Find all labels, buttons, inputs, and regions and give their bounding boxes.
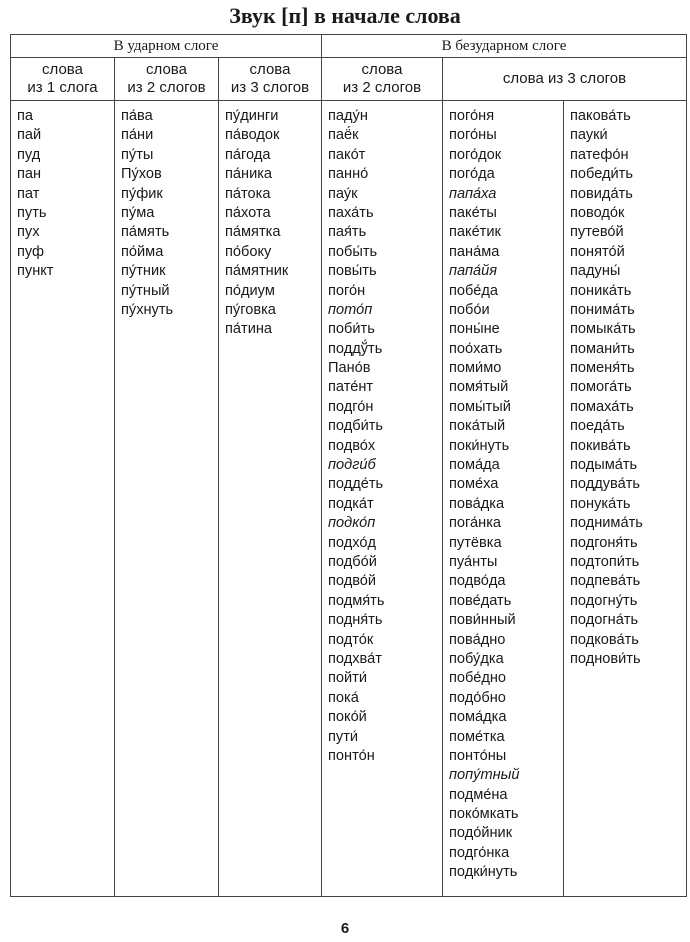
word-item: понято́й — [570, 243, 625, 260]
word-item: побе́дно — [449, 670, 507, 687]
word-item: помы́тый — [449, 398, 511, 415]
word-item: пути́ — [328, 728, 359, 745]
word-item: пуа́нты — [449, 553, 498, 570]
word-item: пого́док — [449, 146, 502, 163]
word-item: па́мять — [121, 224, 170, 241]
word-item: папа́ха — [449, 185, 497, 202]
word-item: Пу́хов — [121, 166, 162, 183]
word-item: пока́ — [328, 689, 359, 706]
word-item: подогну́ть — [570, 592, 638, 609]
word-item: помыка́ть — [570, 321, 636, 338]
word-item: папа́йя — [449, 263, 498, 280]
word-item: помя́тый — [449, 379, 509, 396]
word-column-stressed-3 — [219, 101, 322, 897]
word-item: пая́ть — [328, 224, 367, 241]
word-item: пу́говка — [225, 301, 276, 318]
word-item: пан — [17, 166, 42, 183]
word-item: подхо́д — [328, 534, 376, 551]
word-item: паё́к — [328, 127, 359, 144]
word-item: поддў́ть — [328, 340, 383, 357]
word-item: пух — [17, 224, 40, 241]
word-item: пова́дно — [449, 631, 506, 648]
word-item: поддува́ть — [570, 476, 641, 493]
word-item: пове́дать — [449, 592, 512, 609]
word-item: поки́нуть — [449, 437, 510, 454]
word-item: подки́нуть — [449, 864, 518, 881]
word-item: подги́б — [328, 457, 376, 474]
word-item: подка́т — [328, 495, 374, 512]
word-item: подго́нка — [449, 844, 510, 861]
word-column-unstressed-2 — [322, 101, 443, 897]
word-column-unstressed-3b — [564, 101, 687, 897]
word-item: пат — [17, 185, 40, 202]
word-item: пако́т — [328, 146, 366, 163]
subheader-stressed-1-syllable — [11, 58, 115, 101]
group-header-stressed: В ударном слоге — [11, 35, 322, 58]
subheader-unstressed-3-syllables: слова из 3 слогов — [443, 58, 687, 101]
word-item: поме́ха — [449, 476, 499, 493]
word-item: па́ника — [225, 166, 273, 183]
word-item: подогна́ть — [570, 612, 639, 629]
word-item: па́хота — [225, 204, 271, 221]
subheader-line: из 3 слогов — [230, 79, 310, 96]
word-item: подхва́т — [328, 650, 382, 667]
word-column-unstressed-3a — [443, 101, 564, 897]
subheader-stressed-2-syllables — [115, 58, 219, 101]
word-item: па́тока — [225, 185, 271, 202]
word-item: пункт — [17, 263, 54, 280]
word-item: паду́н — [328, 108, 368, 124]
word-item: падуны́ — [570, 263, 621, 280]
word-item: подыма́ть — [570, 457, 638, 474]
word-item: подня́ть — [328, 612, 383, 629]
subheader-line: из 2 слогов — [342, 79, 422, 96]
word-item: подме́на — [449, 786, 508, 803]
word-item: помани́ть — [570, 340, 635, 357]
word-item: пого́ны — [449, 127, 497, 144]
word-item: подто́к — [328, 631, 374, 648]
word-item: па́мятник — [225, 263, 289, 280]
word-item: покива́ть — [570, 437, 631, 454]
subheader-line: слова — [146, 61, 187, 78]
word-item: подво́х — [328, 437, 376, 454]
word-item: подтопи́ть — [570, 553, 640, 570]
word-item: победи́ть — [570, 166, 633, 183]
word-item: паке́тик — [449, 224, 501, 241]
word-item: па — [17, 108, 34, 124]
word-item: поднима́ть — [570, 515, 643, 532]
word-item: помога́ть — [570, 379, 632, 396]
word-item: пока́тый — [449, 418, 506, 435]
word-item: подго́н — [328, 398, 374, 415]
subheader-line: слова — [249, 61, 291, 78]
subheader-line: из 1 слога — [27, 79, 98, 96]
word-item: пу́фик — [121, 185, 163, 202]
word-item: подпева́ть — [570, 573, 641, 590]
word-item: подкова́ть — [570, 631, 639, 648]
word-item: поника́ть — [570, 282, 632, 299]
word-item: патефо́н — [570, 146, 629, 163]
word-item: путево́й — [570, 224, 624, 241]
word-item: пай — [17, 127, 42, 144]
word-item: подбо́й — [328, 553, 377, 570]
word-item: пу́динги — [225, 108, 279, 124]
word-item: поо́хать — [449, 340, 503, 357]
subheader-unstressed-2-syllables — [322, 58, 443, 101]
word-item: понто́н — [328, 747, 375, 764]
word-item: поми́мо — [449, 360, 502, 377]
word-item: пова́дка — [449, 495, 505, 512]
word-item: па́ни — [121, 127, 154, 144]
word-item: пома́дка — [449, 709, 507, 726]
word-item: пуф — [17, 243, 45, 260]
word-item: подво́да — [449, 573, 506, 590]
word-item: поко́й — [328, 709, 367, 726]
word-item: понима́ть — [570, 301, 635, 318]
word-item: Пано́в — [328, 360, 371, 377]
word-item: па́водок — [225, 127, 280, 144]
word-item: пана́ма — [449, 243, 500, 260]
word-item: пакова́ть — [570, 108, 631, 124]
word-item: побо́и — [449, 301, 490, 318]
word-item: подмя́ть — [328, 592, 385, 609]
word-item: па́мятка — [225, 224, 281, 241]
word-item: побе́да — [449, 282, 498, 299]
word-item: подво́й — [328, 573, 377, 590]
word-column-stressed-1 — [11, 101, 115, 897]
word-item: панно́ — [328, 166, 369, 183]
word-item: путь — [17, 204, 47, 221]
word-column-stressed-2 — [115, 101, 219, 897]
word-item: поднови́ть — [570, 650, 641, 667]
word-item: па́года — [225, 146, 271, 163]
subheader-stressed-3-syllables — [219, 58, 322, 101]
word-item: пу́тный — [121, 282, 170, 299]
word-item: подо́бно — [449, 689, 506, 706]
word-table — [10, 34, 687, 897]
word-item: помаха́ть — [570, 398, 634, 415]
subheader-line: слова — [42, 61, 83, 78]
subheader-line: слова — [361, 61, 403, 78]
word-item: по́боку — [225, 243, 272, 260]
word-item: подко́п — [328, 515, 376, 532]
word-item: поко́мкать — [449, 806, 519, 823]
word-item: понто́ны — [449, 747, 507, 764]
word-item: пога́нка — [449, 515, 502, 532]
word-item: пого́н — [328, 282, 366, 299]
word-item: поводо́к — [570, 204, 625, 221]
word-item: побы́ть — [328, 243, 378, 260]
word-item: паха́ть — [328, 204, 374, 221]
word-item: пате́нт — [328, 379, 374, 396]
word-item: поеда́ть — [570, 418, 625, 435]
word-item: поны́не — [449, 321, 500, 338]
word-item: пу́ты — [121, 146, 154, 163]
word-item: пойти́ — [328, 670, 368, 687]
word-item: пау́к — [328, 185, 358, 202]
word-item: пома́да — [449, 457, 500, 474]
page-number: 6 — [340, 920, 350, 937]
word-item: пу́хнуть — [121, 301, 174, 318]
word-item: подгоня́ть — [570, 534, 638, 551]
word-item: пу́тник — [121, 263, 166, 280]
group-header-unstressed: В безударном слоге — [322, 35, 687, 58]
word-item: понука́ть — [570, 495, 631, 512]
word-item: па́ва — [121, 108, 153, 124]
word-item: по́диум — [225, 282, 275, 299]
word-item: поби́ть — [328, 321, 375, 338]
page-title: Звук [п] в начале слова — [229, 3, 461, 28]
word-item: пого́ня — [449, 108, 495, 124]
word-item: повида́ть — [570, 185, 633, 202]
word-item: поменя́ть — [570, 360, 635, 377]
word-item: подде́ть — [328, 476, 384, 493]
word-item: по́йма — [121, 243, 164, 260]
word-item: побу́дка — [449, 650, 504, 667]
word-item: поме́тка — [449, 728, 505, 745]
word-item: подо́йник — [449, 825, 513, 842]
word-item: пого́да — [449, 166, 495, 183]
word-item: паке́ты — [449, 204, 497, 221]
word-item: попу́тный — [449, 767, 520, 784]
word-item: пауки́ — [570, 127, 608, 144]
word-item: пу́ма — [121, 204, 155, 221]
word-item: па́тина — [225, 321, 273, 338]
subheader-line: из 2 слогов — [127, 79, 206, 96]
word-item: пуд — [17, 146, 41, 163]
word-item: пови́нный — [449, 612, 516, 629]
word-item: подби́ть — [328, 418, 384, 435]
word-item: путёвка — [449, 534, 502, 551]
word-item: пото́п — [328, 301, 373, 318]
word-item: повы́ть — [328, 263, 377, 280]
